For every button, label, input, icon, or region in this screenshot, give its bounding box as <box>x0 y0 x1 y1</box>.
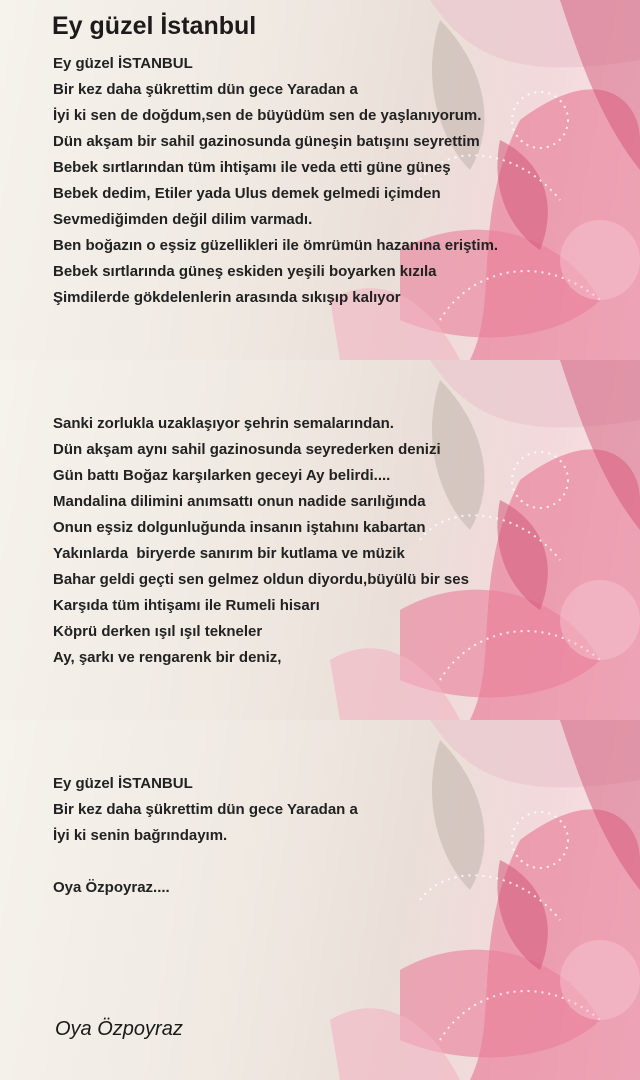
poem-line: Bebek sırtlarında güneş eskiden yeşili boyarken kızıla <box>53 263 437 280</box>
poem-line: Bebek sırtlarından tüm ihtişamı ile veda etti güne güneş <box>53 159 451 176</box>
poem-line: Ay, şarkı ve rengarenk bir deniz, <box>53 649 282 666</box>
poem-line: Dün akşam aynı sahil gazinosunda seyrederken denizi <box>53 441 441 458</box>
poem-line: Sevmediğimden değil dilim varmadı. <box>53 211 313 228</box>
poem-line: Şimdilerde gökdelenlerin arasında sıkışıp kalıyor <box>53 289 401 306</box>
poem-line: Köprü derken ışıl ışıl tekneler <box>53 623 263 640</box>
poem-line: Gün battı Boğaz karşılarken geceyi Ay belirdi.... <box>53 467 391 484</box>
stanza-1 <box>53 51 498 311</box>
background-panel-2 <box>0 360 640 720</box>
stanza-2 <box>53 411 469 671</box>
poem-line: İyi ki sen de doğdum,sen de büyüdüm sen de yaşlanıyorum. <box>53 107 482 124</box>
poem-line: Bir kez daha şükrettim dün gece Yaradan a <box>53 81 358 98</box>
poem-line: Dün akşam bir sahil gazinosunda güneşin batışını seyrettim <box>53 133 480 150</box>
poem-line <box>53 849 358 875</box>
poem-line: Ben boğazın o eşsiz güzellikleri ile ömrümün hazanına eriştim. <box>53 237 499 254</box>
poem-title: Ey güzel İstanbul <box>52 12 257 40</box>
poem-line: Yakınlarda biryerde sanırım bir kutlama ve müzik <box>53 545 405 562</box>
poem-line: Ey güzel İSTANBUL <box>53 55 193 72</box>
author-name: Oya Özpoyraz <box>55 1018 183 1040</box>
stanza-3 <box>53 771 358 901</box>
poem-line: Bebek dedim, Etiler yada Ulus demek gelmedi içimden <box>53 185 441 202</box>
poem-line: Karşıda tüm ihtişamı ile Rumeli hisarı <box>53 597 320 614</box>
poem-line: Onun eşsiz dolgunluğunda insanın iştahını kabartan <box>53 519 426 536</box>
poem-line: Bir kez daha şükrettim dün gece Yaradan a <box>53 801 358 818</box>
background-panel-1 <box>0 0 640 360</box>
poem-signature-line: Oya Özpoyraz.... <box>53 879 170 896</box>
poem-line: Sanki zorlukla uzaklaşıyor şehrin semalarından. <box>53 415 394 432</box>
poem-line: Ey güzel İSTANBUL <box>53 775 193 792</box>
poem-line: Mandalina dilimini anımsattı onun nadide sarılığında <box>53 493 426 510</box>
poem-line: İyi ki senin bağrındayım. <box>53 827 228 844</box>
poem-line: Bahar geldi geçti sen gelmez oldun diyordu,büyülü bir ses <box>53 571 469 588</box>
